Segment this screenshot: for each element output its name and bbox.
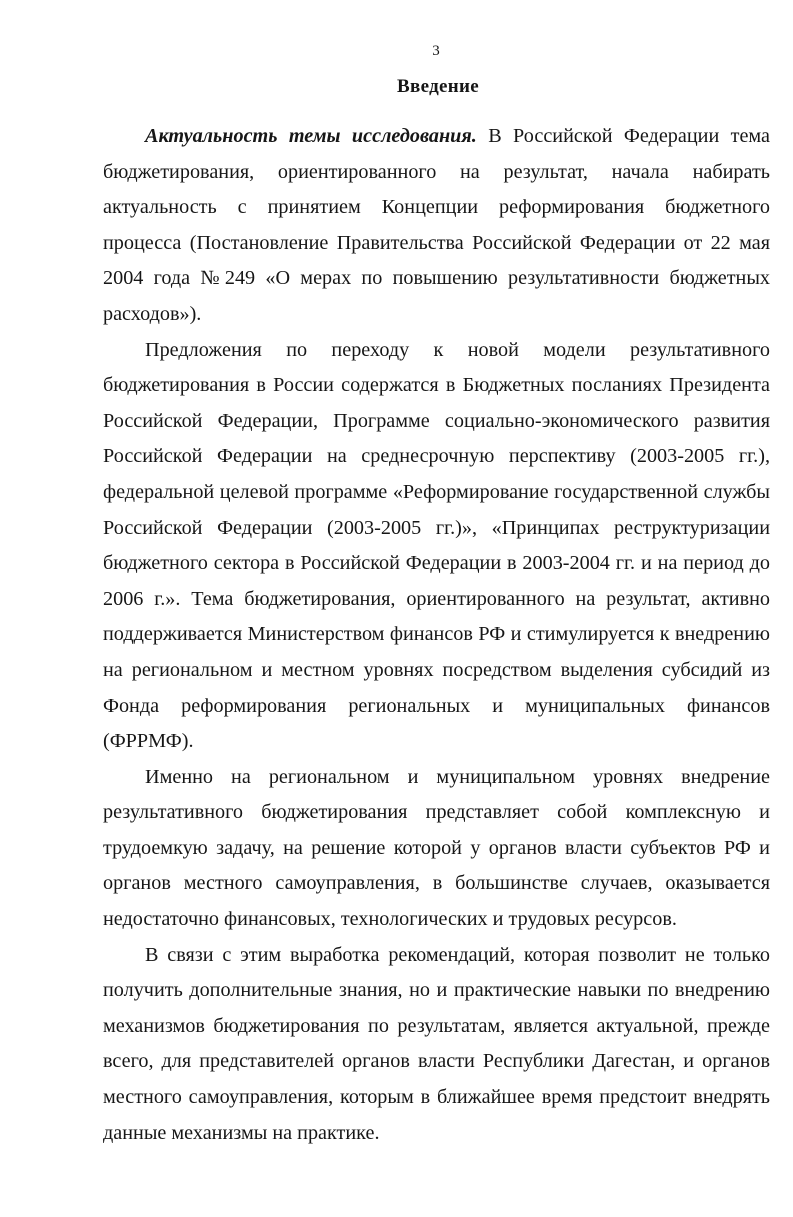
paragraph-text: В связи с этим выработка рекомендаций, которая позволит не только получить дополнительные знания, но и практические навыки по внедрению механизмов бюджетирования по результатам, является актуальной, прежде всего, для представителей органов власти Республики Дагестан, и органов местного самоуправления, которым в ближайшее время предстоит внедрять данные механизмы на практике. (103, 943, 770, 1144)
paragraph-lead: Актуальность темы исследования. (145, 125, 477, 147)
paragraph-text: Предложения по переходу к новой модели результативного бюджетирования в России содержатся в Бюджетных посланиях Президента Российской Федерации, Программе социально-экономического развития Российской Федерации на среднесрочную перспективу (2003-2005 гг.), федеральной целевой программе «Реформирование государственной службы Российской Федерации (2003-2005 гг.)», «Принципах реструктуризации бюджетного сектора в Российской Федерации в 2003-2004 гг. и на период до 2006 г.». Тема бюджетирования, ориентированного на результат, активно поддерживается Министерством финансов РФ и стимулируется к внедрению на региональном и местном уровнях посредством выделения субсидий из Фонда реформирования региональных и муниципальных финансов (ФРРМФ). (103, 338, 770, 753)
paragraph-2 (103, 333, 770, 760)
body-text (103, 119, 770, 1151)
paragraph-4 (103, 938, 770, 1152)
section-heading: Введение (397, 76, 479, 97)
paragraph-text: В Российской Федерации тема бюджетирования, ориентированного на результат, начала набирать актуальность с принятием Концепции реформирования бюджетного процесса (Постановление Правительства Российской Федерации от 22 мая 2004 года №249 «О мерах по повышению результативности бюджетных расходов»). (103, 125, 770, 325)
page-number: 3 (432, 43, 440, 59)
paragraph-text: Именно на региональном и муниципальном уровнях внедрение результативного бюджетирования представляет собой комплексную и трудоемкую задачу, на решение которой у органов власти субъектов РФ и органов местного самоуправления, в большинстве случаев, оказывается недостаточно финансовых, технологических и трудовых ресурсов. (103, 765, 770, 931)
paragraph-3 (103, 760, 770, 938)
paragraph-1 (103, 119, 770, 333)
